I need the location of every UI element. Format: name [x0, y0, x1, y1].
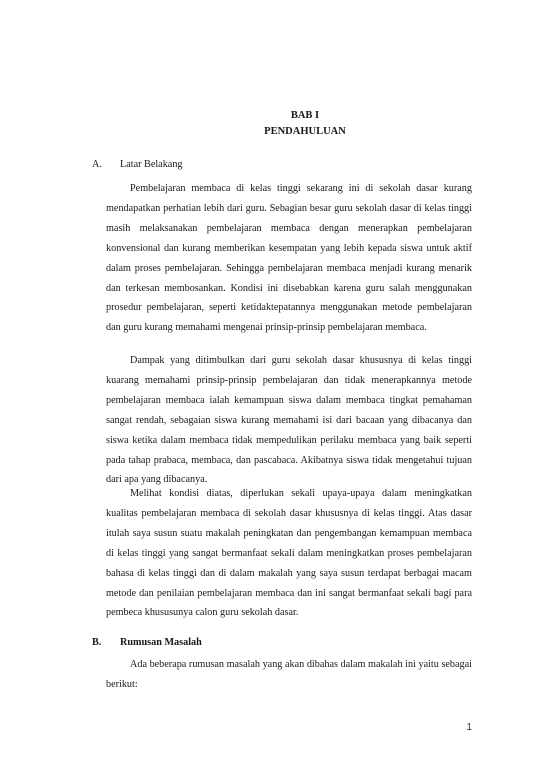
- paragraph-1: Pembelajaran membaca di kelas tinggi sekarang ini di sekolah dasar kurang mendapatkan perhatian lebih dari guru. Sebagian besar guru sekolah dasar di kelas tinggi masih melaksanakan pembelajaran membaca dengan menerapkan pembelajaran konvensional dan kurang memberikan kesempatan yang lebih kepada siswa untuk aktif dalam proses pembelajaran. Sehingga pembelajaran membaca menjadi kurang menarik dan terkesan membosankan. Kondisi ini disebabkan karena guru salah menggunakan prosedur pembelajaran, seperti ketidaktepatannya menggunakan metode pembelajaran dan guru kurang memahami mengenai prinsip-prinsip pembelajaran membaca.: [106, 183, 472, 334]
- chapter-title: PENDAHULUAN: [264, 126, 346, 137]
- section-b-letter: B.: [92, 637, 102, 648]
- section-a-letter: A.: [92, 159, 102, 170]
- page-number: 1: [466, 722, 472, 733]
- paragraph-2: Dampak yang ditimbulkan dari guru sekolah dasar khususnya di kelas tinggi kuarang memahami prinsip-prinsip pembelajaran dan tidak menerapkannya metode pembelajaran membaca ialah kemampuan siswa dalam membaca tingkat pemahaman sangat rendah, sebagaian siswa kurang memahami isi dari bacaan yang dibacanya dan siswa ketika dalam membaca tidak mempedulikan perilaku membaca yang baik seperti pada tahap prabaca, membaca, dan pascabaca. Akibatnya siswa tidak mengetahui tujuan dari apa yang dibacanya.: [106, 355, 472, 486]
- section-b-title: Rumusan Masalah: [120, 637, 202, 648]
- chapter-number: BAB I: [290, 110, 320, 121]
- section-a-title: Latar Belakang: [120, 159, 183, 170]
- paragraph-4: Ada beberapa rumusan masalah yang akan dibahas dalam makalah ini yaitu sebagai berikut:: [106, 659, 472, 690]
- paragraph-3: Melihat kondisi diatas, diperlukan sekali upaya-upaya dalam meningkatkan kualitas pembelajaran membaca di sekolah dasar khususnya di kelas tinggi. Atas dasar itulah saya susun suatu makalah peningkatan dan pengembangan kemampuan membaca di kelas tinggi yang sangat bermanfaat sekali dalam meningkatkan proses pembelajaran bahasa di kelas tinggi dan di dalam makalah yang saya susun terdapat berbagai macam metode dan penilaian pembelajaran membaca dan ini sangat bermanfaat sekali bagi para pembeca khususunya calon guru sekolah dasar.: [106, 488, 472, 619]
- section-b-heading: [92, 637, 202, 648]
- section-a-heading: [92, 159, 183, 170]
